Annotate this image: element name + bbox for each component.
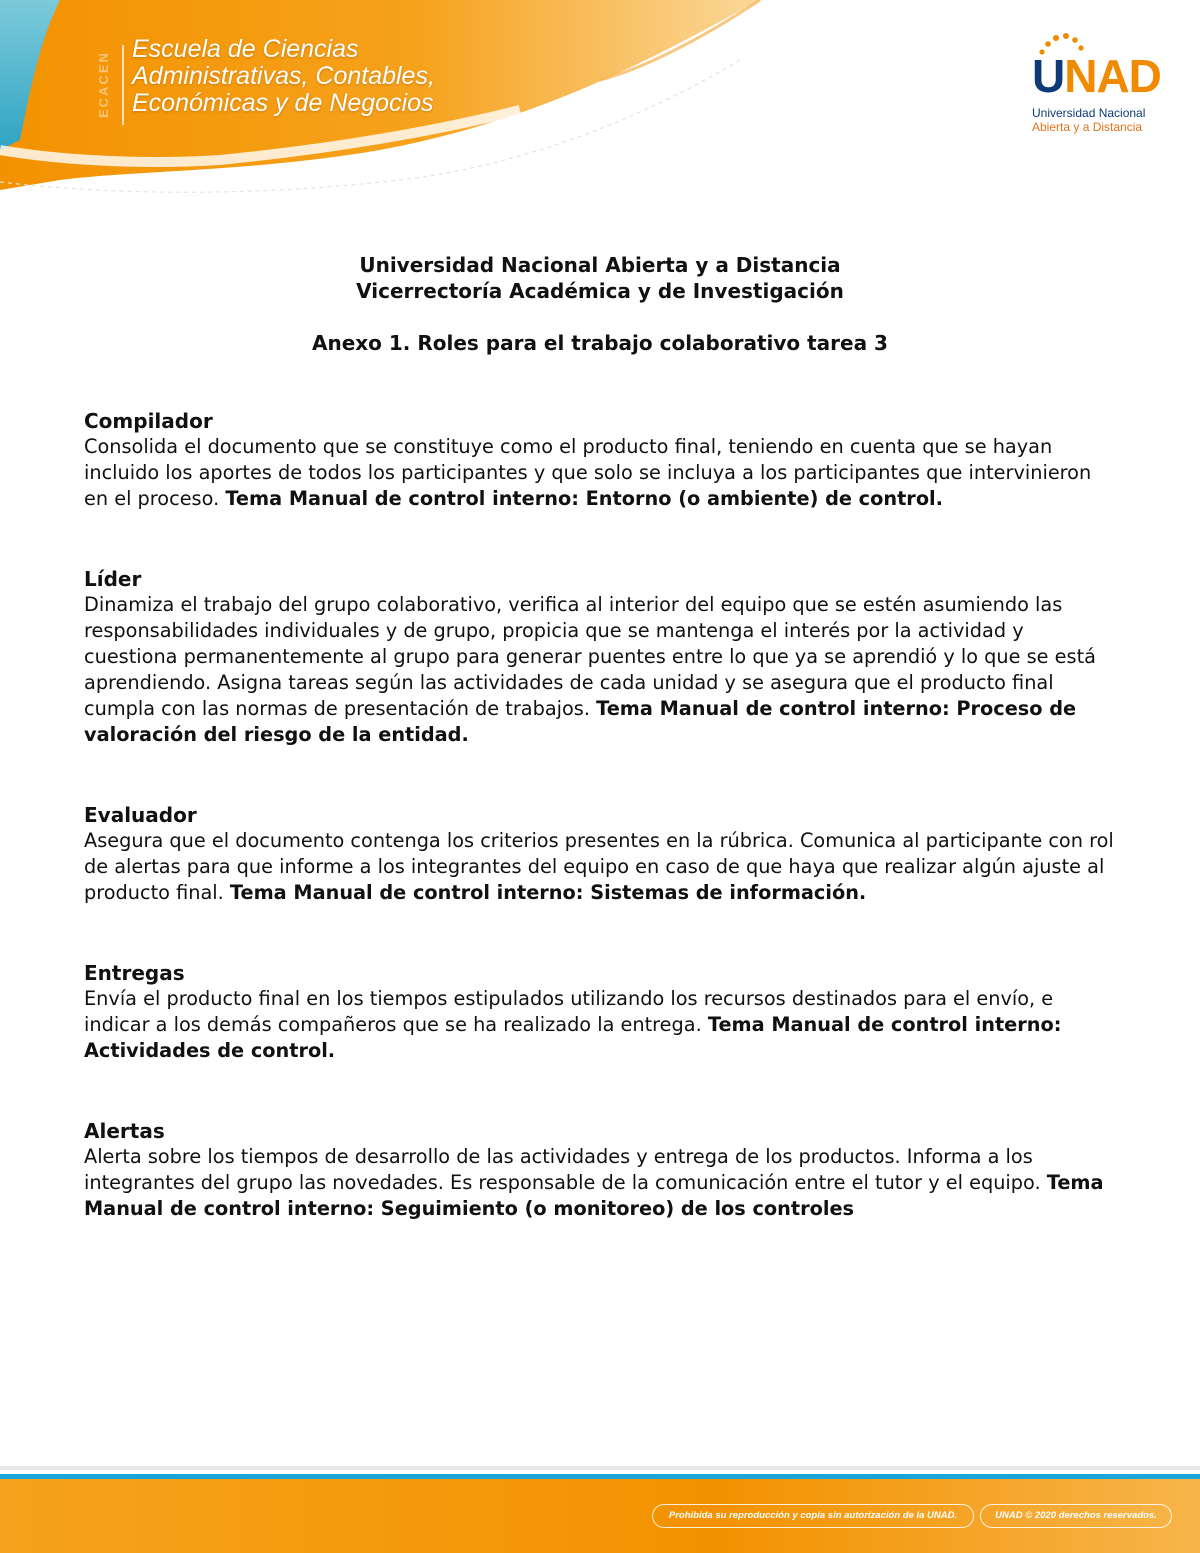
- role-evaluador: [84, 802, 1120, 906]
- vicerrectoria-title: Vicerrectoría Académica y de Investigación: [356, 279, 844, 303]
- role-title: Líder: [84, 567, 142, 591]
- roles-list: [84, 408, 1120, 1276]
- document-titles: [0, 252, 1200, 356]
- role-description: Alerta sobre los tiempos de desarrollo de las actividades y entrega de los productos. Informa a los integrantes del grupo las novedades. Es responsable de la comunicación entre el tutor y el equipo. Tema Manual de control interno: Seguimiento (o monitoreo) de los controles: [84, 1145, 1104, 1220]
- logo-line-1: Universidad Nacional: [1032, 106, 1146, 120]
- institution-title: Universidad Nacional Abierta y a Distancia: [359, 253, 841, 277]
- role-title: Evaluador: [84, 803, 197, 827]
- role-description: Consolida el documento que se constituye como el producto final, teniendo en cuenta que se hayan incluido los aportes de todos los participantes y que solo se incluya a los participantes que intervinieron en el proceso. Tema Manual de control interno: Entorno (o ambiente) de control.: [84, 435, 1092, 510]
- logo-wordmark: UNAD: [1032, 50, 1161, 102]
- role-topic: Tema Manual de control interno: Sistemas de información.: [229, 881, 867, 904]
- reproduction-notice: Prohibida su reproducción y copia sin autorización de la UNAD.: [652, 1504, 974, 1528]
- copyright-notice: UNAD © 2020 derechos reservados.: [980, 1504, 1172, 1528]
- annex-title: Anexo 1. Roles para el trabajo colaborativo tarea 3: [312, 331, 888, 355]
- school-name-line: Escuela de Ciencias: [132, 35, 359, 63]
- header-divider: [122, 45, 124, 125]
- role-topic: Tema Manual de control interno: Proceso de valoración del riesgo de la entidad.: [84, 697, 1077, 746]
- role-title: Entregas: [84, 961, 185, 985]
- role-description: Envía el producto final en los tiempos estipulados utilizando los recursos destinados para el envío, e indicar a los demás compañeros que se ha realizado la entrega. Tema Manual de control interno: Actividades de control.: [84, 987, 1062, 1062]
- role-title: Compilador: [84, 409, 213, 433]
- school-acronym: ECACEN: [96, 51, 111, 119]
- role-topic: Tema Manual de control interno: Seguimiento (o monitoreo) de los controles: [84, 1171, 1104, 1220]
- logo-line-2: Abierta y a Distancia: [1032, 120, 1143, 134]
- school-name-line: Económicas y de Negocios: [132, 89, 434, 117]
- role-topic: Tema Manual de control interno: Actividades de control.: [84, 1013, 1062, 1062]
- role-description: Dinamiza el trabajo del grupo colaborativo, verifica al interior del equipo que se estén asumiendo las responsabilidades individuales y de grupo, propicia que se mantenga el interés por la actividad y cuestiona permanentemente al grupo para generar puentes entre lo que ya se aprendió y lo que se está aprendiendo. Asigna tareas según las actividades de cada unidad y se asegura que el producto final cumpla con las normas de presentación de trabajos. Tema Manual de control interno: Proceso de valoración del riesgo de la entidad.: [84, 593, 1096, 746]
- role-compilador: [84, 408, 1120, 512]
- unad-logo: [1020, 32, 1170, 142]
- role-description: Asegura que el documento contenga los criterios presentes en la rúbrica. Comunica al participante con rol de alertas para que informe a los integrantes del equipo en caso de que haya que realizar algún ajuste al producto final. Tema Manual de control interno: Sistemas de información.: [84, 829, 1114, 904]
- role-entregas: [84, 960, 1120, 1064]
- school-name-line: Administrativas, Contables,: [132, 62, 435, 90]
- role-title: Alertas: [84, 1119, 165, 1143]
- page-footer: [0, 1462, 1200, 1553]
- role-topic: Tema Manual de control interno: Entorno (o ambiente) de control.: [225, 487, 943, 510]
- school-name: [132, 36, 492, 117]
- page-header: [0, 0, 1200, 230]
- role-alertas: [84, 1118, 1120, 1222]
- role-lider: [84, 566, 1120, 748]
